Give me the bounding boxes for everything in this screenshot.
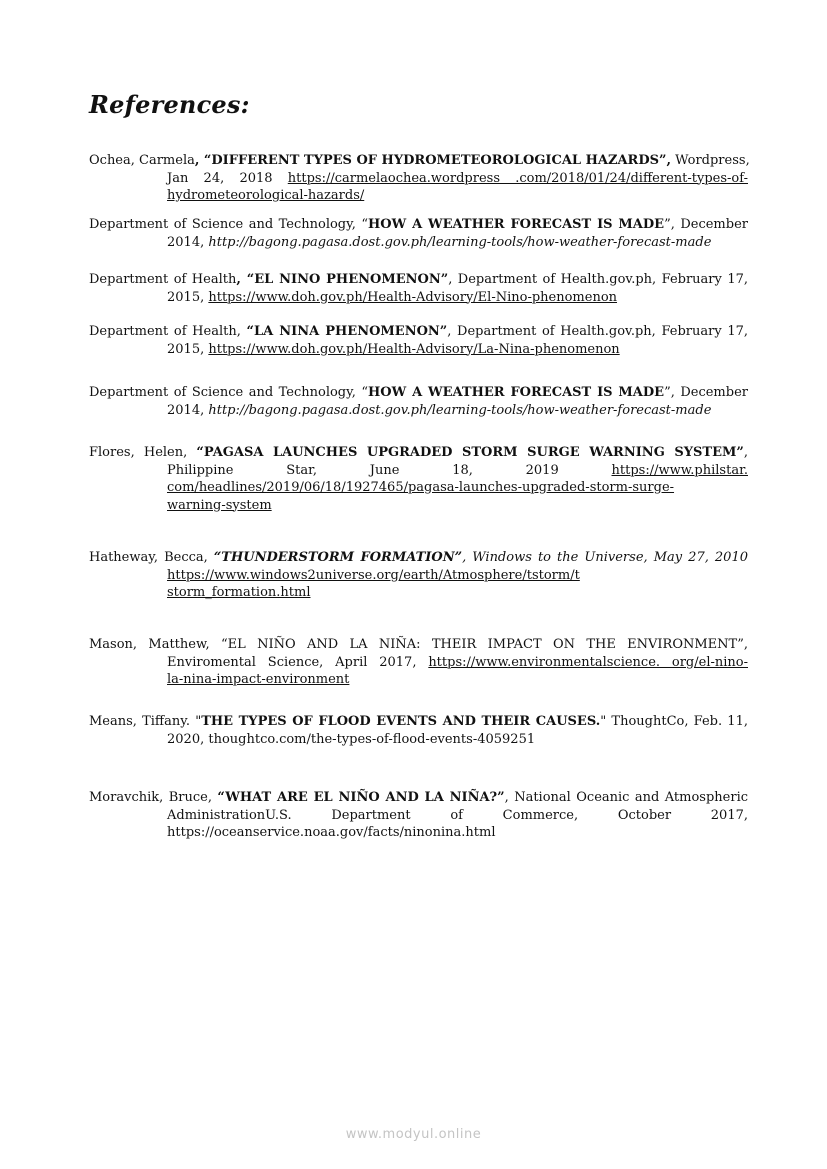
reference-text: Mason, Matthew, “EL NIÑO AND LA NIÑA: THEIR IMPACT ON THE ENVIRONMENT”,: [89, 637, 748, 652]
reference-text: ,: [743, 445, 748, 460]
reference-text: , National Oceanic and Atmospheric: [504, 790, 749, 805]
reference-text: http://bagong.pagasa.dost.gov.ph/learning-tools/how-weather-forecast-made: [208, 234, 712, 250]
reference-link[interactable]: https://www.philstar.: [611, 462, 748, 478]
reference-line: [167, 497, 748, 515]
reference-text: Hatheway, Becca,: [89, 550, 214, 565]
reference-text: 2015,: [167, 289, 209, 305]
reference-line: [167, 289, 748, 307]
reference-text: “WHAT ARE EL NIÑO AND LA NIÑA?”: [217, 790, 505, 805]
reference-link[interactable]: com/headlines/2019/06/18/1927465/pagasa-launches-upgraded-storm-surge-: [167, 480, 675, 495]
reference-line: [167, 341, 748, 359]
reference-line: [167, 584, 748, 602]
reference-line: [89, 713, 748, 731]
reference-text: Department of Science and Technology, “: [89, 385, 368, 400]
reference-text: Enviromental Science, April 2017,: [167, 654, 429, 670]
reference-line: [167, 731, 748, 749]
reference-entry: [89, 636, 748, 689]
reference-link[interactable]: https://www.environmentalscience. org/el-nino-: [428, 654, 748, 670]
reference-line: [167, 462, 748, 480]
reference-line: [89, 549, 748, 567]
reference-text: Philippine Star, June 18, 2019: [167, 462, 612, 478]
reference-line: [89, 636, 748, 654]
reference-link[interactable]: https://www.windows2universe.org/earth/Atmosphere/tstorm/t: [167, 567, 580, 583]
reference-text: " ThoughtCo, Feb. 11,: [600, 714, 748, 729]
reference-line: [89, 444, 748, 462]
reference-line: [167, 402, 748, 420]
page-title: References:: [89, 90, 250, 119]
footer-watermark: www.modyul.online: [345, 1127, 482, 1142]
reference-entry: [89, 323, 748, 358]
reference-text: “THUNDERSTORM FORMATION”: [213, 550, 463, 565]
reference-link[interactable]: warning-system: [167, 497, 272, 513]
reference-text: https://oceanservice.noaa.gov/facts/ninonina.html: [167, 825, 496, 840]
reference-text: “PAGASA LAUNCHES UPGRADED STORM SURGE WARNING SYSTEM”: [196, 445, 744, 460]
reference-line: [89, 271, 748, 289]
reference-link[interactable]: hydrometeorological-hazards/: [167, 188, 365, 203]
reference-link[interactable]: la-nina-impact-environment: [167, 672, 350, 687]
reference-text: AdministrationU.S. Department of Commerce, October 2017,: [167, 807, 748, 823]
reference-line: [89, 323, 748, 341]
reference-line: [167, 234, 748, 252]
reference-text: Jan 24, 2018: [167, 170, 288, 186]
reference-text: 2020, thoughtco.com/the-types-of-flood-events-4059251: [167, 731, 536, 747]
reference-text: Department of Health,: [89, 324, 247, 339]
reference-text: Moravchik, Bruce,: [89, 790, 218, 805]
reference-link[interactable]: https://www.doh.gov.ph/Health-Advisory/La-Nina-phenomenon: [208, 341, 620, 357]
reference-link[interactable]: https://carmelaochea.wordpress .com/2018/01/24/different-types-of-: [287, 170, 748, 186]
reference-link[interactable]: storm_formation.html: [167, 585, 311, 600]
reference-text: , “EL NINO PHENOMENON”: [236, 272, 449, 287]
reference-text: Wordpress,: [671, 153, 750, 168]
reference-text: http://bagong.pagasa.dost.gov.ph/learning-tools/how-weather-forecast-made: [208, 402, 712, 418]
reference-text: , Department of Health.gov.ph, February 17,: [448, 272, 749, 287]
reference-entry: [89, 713, 748, 748]
reference-text: , Department of Health.gov.ph, February 17,: [447, 324, 748, 339]
reference-entry: [89, 152, 748, 205]
reference-text: ”, December: [664, 385, 748, 400]
reference-text: Department of Science and Technology, “: [89, 217, 368, 232]
reference-text: Department of Health: [89, 272, 237, 287]
reference-text: 2015,: [167, 341, 209, 357]
reference-text: 2014,: [167, 234, 209, 250]
reference-line: [167, 824, 748, 842]
reference-link[interactable]: https://www.doh.gov.ph/Health-Advisory/El-Nino-phenomenon: [208, 289, 618, 305]
reference-line: [167, 671, 748, 689]
reference-line: [89, 216, 748, 234]
reference-line: [167, 654, 748, 672]
reference-line: [167, 567, 748, 585]
reference-text: HOW A WEATHER FORECAST IS MADE: [368, 217, 665, 232]
reference-text: Means, Tiffany. ": [89, 714, 202, 729]
reference-text: THE TYPES OF FLOOD EVENTS AND THEIR CAUSES.: [201, 714, 601, 729]
reference-entry: [89, 549, 748, 602]
reference-entry: [89, 271, 748, 306]
reference-text: HOW A WEATHER FORECAST IS MADE: [368, 385, 665, 400]
reference-text: ”, December: [664, 217, 748, 232]
reference-text: Ochea, Carmela: [89, 153, 195, 168]
reference-entry: [89, 444, 748, 514]
reference-text: 2014,: [167, 402, 209, 418]
reference-line: [167, 187, 748, 205]
reference-line: [167, 479, 748, 497]
reference-entry: [89, 216, 748, 251]
reference-text: Flores, Helen,: [89, 445, 197, 460]
reference-entry: [89, 384, 748, 419]
reference-line: [89, 384, 748, 402]
reference-line: [89, 152, 748, 170]
reference-text: , “DIFFERENT TYPES OF HYDROMETEOROLOGICAL HAZARDS”,: [194, 153, 672, 168]
reference-text: , Windows to the Universe, May 27, 2010: [462, 550, 748, 565]
reference-line: [89, 789, 748, 807]
reference-line: [167, 170, 748, 188]
reference-text: “LA NINA PHENOMENON”: [246, 324, 448, 339]
reference-line: [167, 807, 748, 825]
reference-entry: [89, 789, 748, 842]
